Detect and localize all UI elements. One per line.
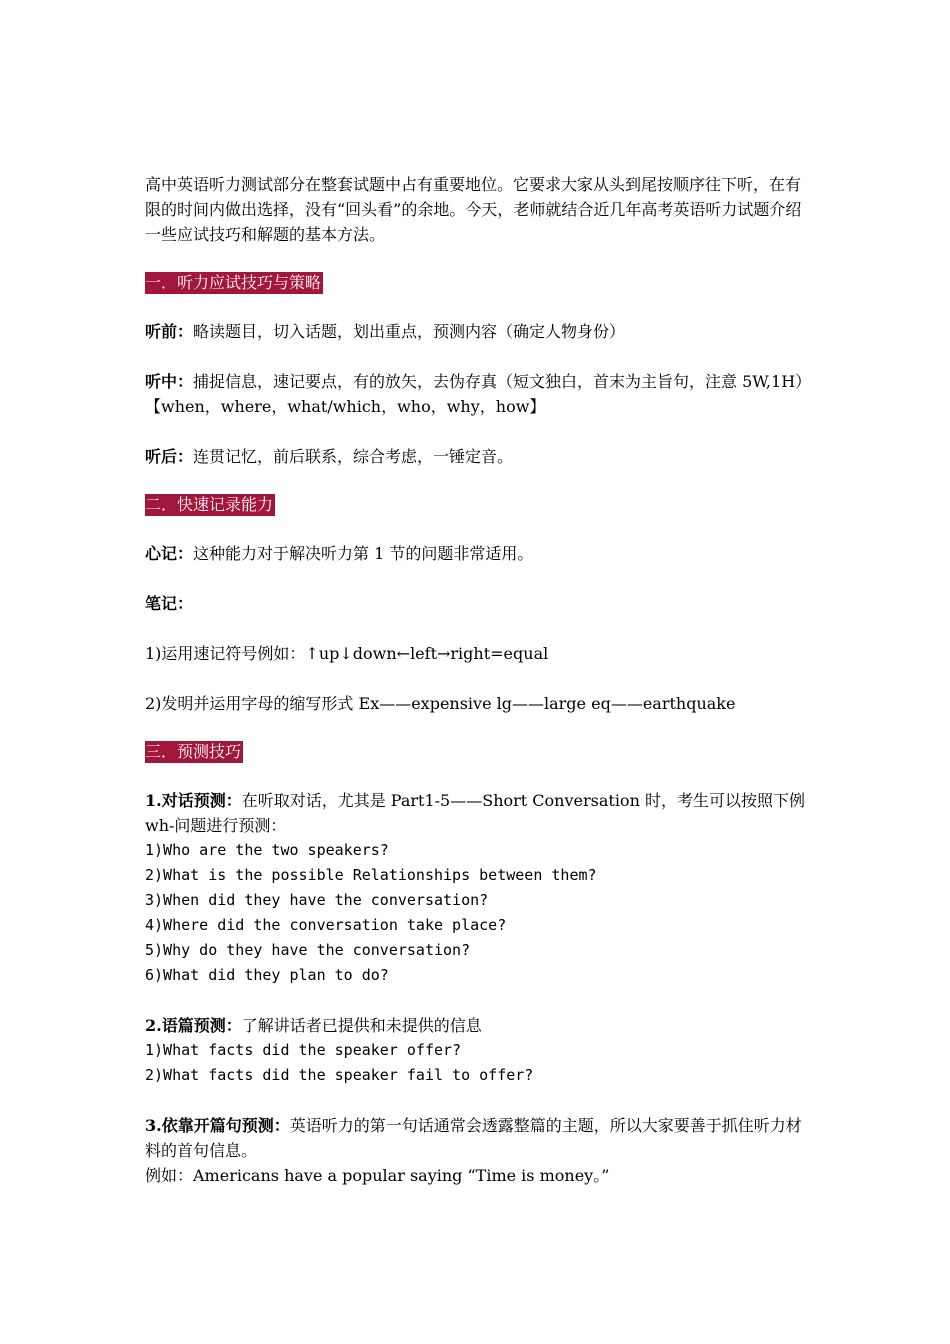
after-listening-paragraph [145, 444, 810, 469]
example-sentence: 例如：Americans have a popular saying “Time is money。” [145, 1166, 610, 1185]
section-1-heading: 一．听力应试技巧与策略 [145, 273, 322, 292]
opening-sentence-paragraph [145, 1113, 810, 1163]
during-label: 听中： [145, 372, 194, 391]
section-3-heading: 三．预测技巧 [145, 742, 242, 761]
section-1 [145, 272, 810, 469]
during-listening-paragraph [145, 369, 810, 419]
section-2-heading: 二．快速记录能力 [145, 495, 274, 514]
intro-paragraph: 高中英语听力测试部分在整套试题中占有重要地位。它要求大家从头到尾按顺序往下听，在有限的时间内做出选择，没有“回头看”的余地。今天，老师就结合近几年高考英语听力试题介绍一些应试技巧和解题的基本方法。 [145, 175, 802, 244]
after-label: 听后： [145, 447, 194, 466]
mind-label: 心记： [145, 544, 194, 563]
dialogue-prediction-text: 在听取对话，尤其是 Part1-5——Short Conversation 时，考生可以按照下例 wh-问题进行预测： [145, 791, 805, 835]
section-2 [145, 494, 810, 716]
question-item: 2)What is the possible Relationships between them? [145, 866, 597, 884]
before-listening-paragraph [145, 319, 810, 344]
opening-sentence-text: 英语听力的第一句话通常会透露整篇的主题，所以大家要善于抓住听力材料的首句信息。 [145, 1116, 802, 1160]
dialogue-prediction-label: 1.对话预测： [145, 791, 242, 810]
discourse-prediction-label: 2.语篇预测： [145, 1016, 242, 1035]
question-item: 5)Why do they have the conversation? [145, 941, 471, 959]
discourse-prediction-paragraph [145, 1013, 810, 1038]
dialogue-prediction-paragraph [145, 788, 810, 838]
before-label: 听前： [145, 322, 194, 341]
abbreviation-item: 2)发明并运用字母的缩写形式 Ex——expensive lg——large eq——earthquake [145, 694, 736, 713]
mind-text: 这种能力对于解决听力第 1 节的问题非常适用。 [193, 544, 534, 563]
question-item: 6)What did they plan to do? [145, 966, 389, 984]
section-3 [145, 741, 810, 1188]
after-text: 连贯记忆，前后联系，综合考虑，一锤定音。 [193, 447, 514, 466]
mind-notes-paragraph [145, 541, 810, 566]
notes-label: 笔记： [145, 594, 194, 613]
opening-sentence-label: 3.依靠开篇句预测： [145, 1116, 290, 1135]
shorthand-symbols-item: 1)运用速记符号例如：↑up↓down←left→right=equal [145, 644, 549, 663]
document-body [145, 172, 810, 1188]
discourse-prediction-text: 了解讲话者已提供和未提供的信息 [241, 1016, 482, 1035]
question-item: 3)When did they have the conversation? [145, 891, 489, 909]
before-text: 略读题目，切入话题，划出重点，预测内容（确定人物身份） [193, 322, 626, 341]
question-item: 4)Where did the conversation take place? [145, 916, 507, 934]
question-item: 2)What facts did the speaker fail to offer? [145, 1066, 534, 1084]
during-text: 捕捉信息，速记要点，有的放矢，去伪存真（短文独白，首末为主旨句，注意 5W,1H）【when，where，what/which，who，why，how】 [145, 372, 804, 416]
question-item: 1)Who are the two speakers? [145, 841, 389, 859]
question-item: 1)What facts did the speaker offer? [145, 1041, 462, 1059]
